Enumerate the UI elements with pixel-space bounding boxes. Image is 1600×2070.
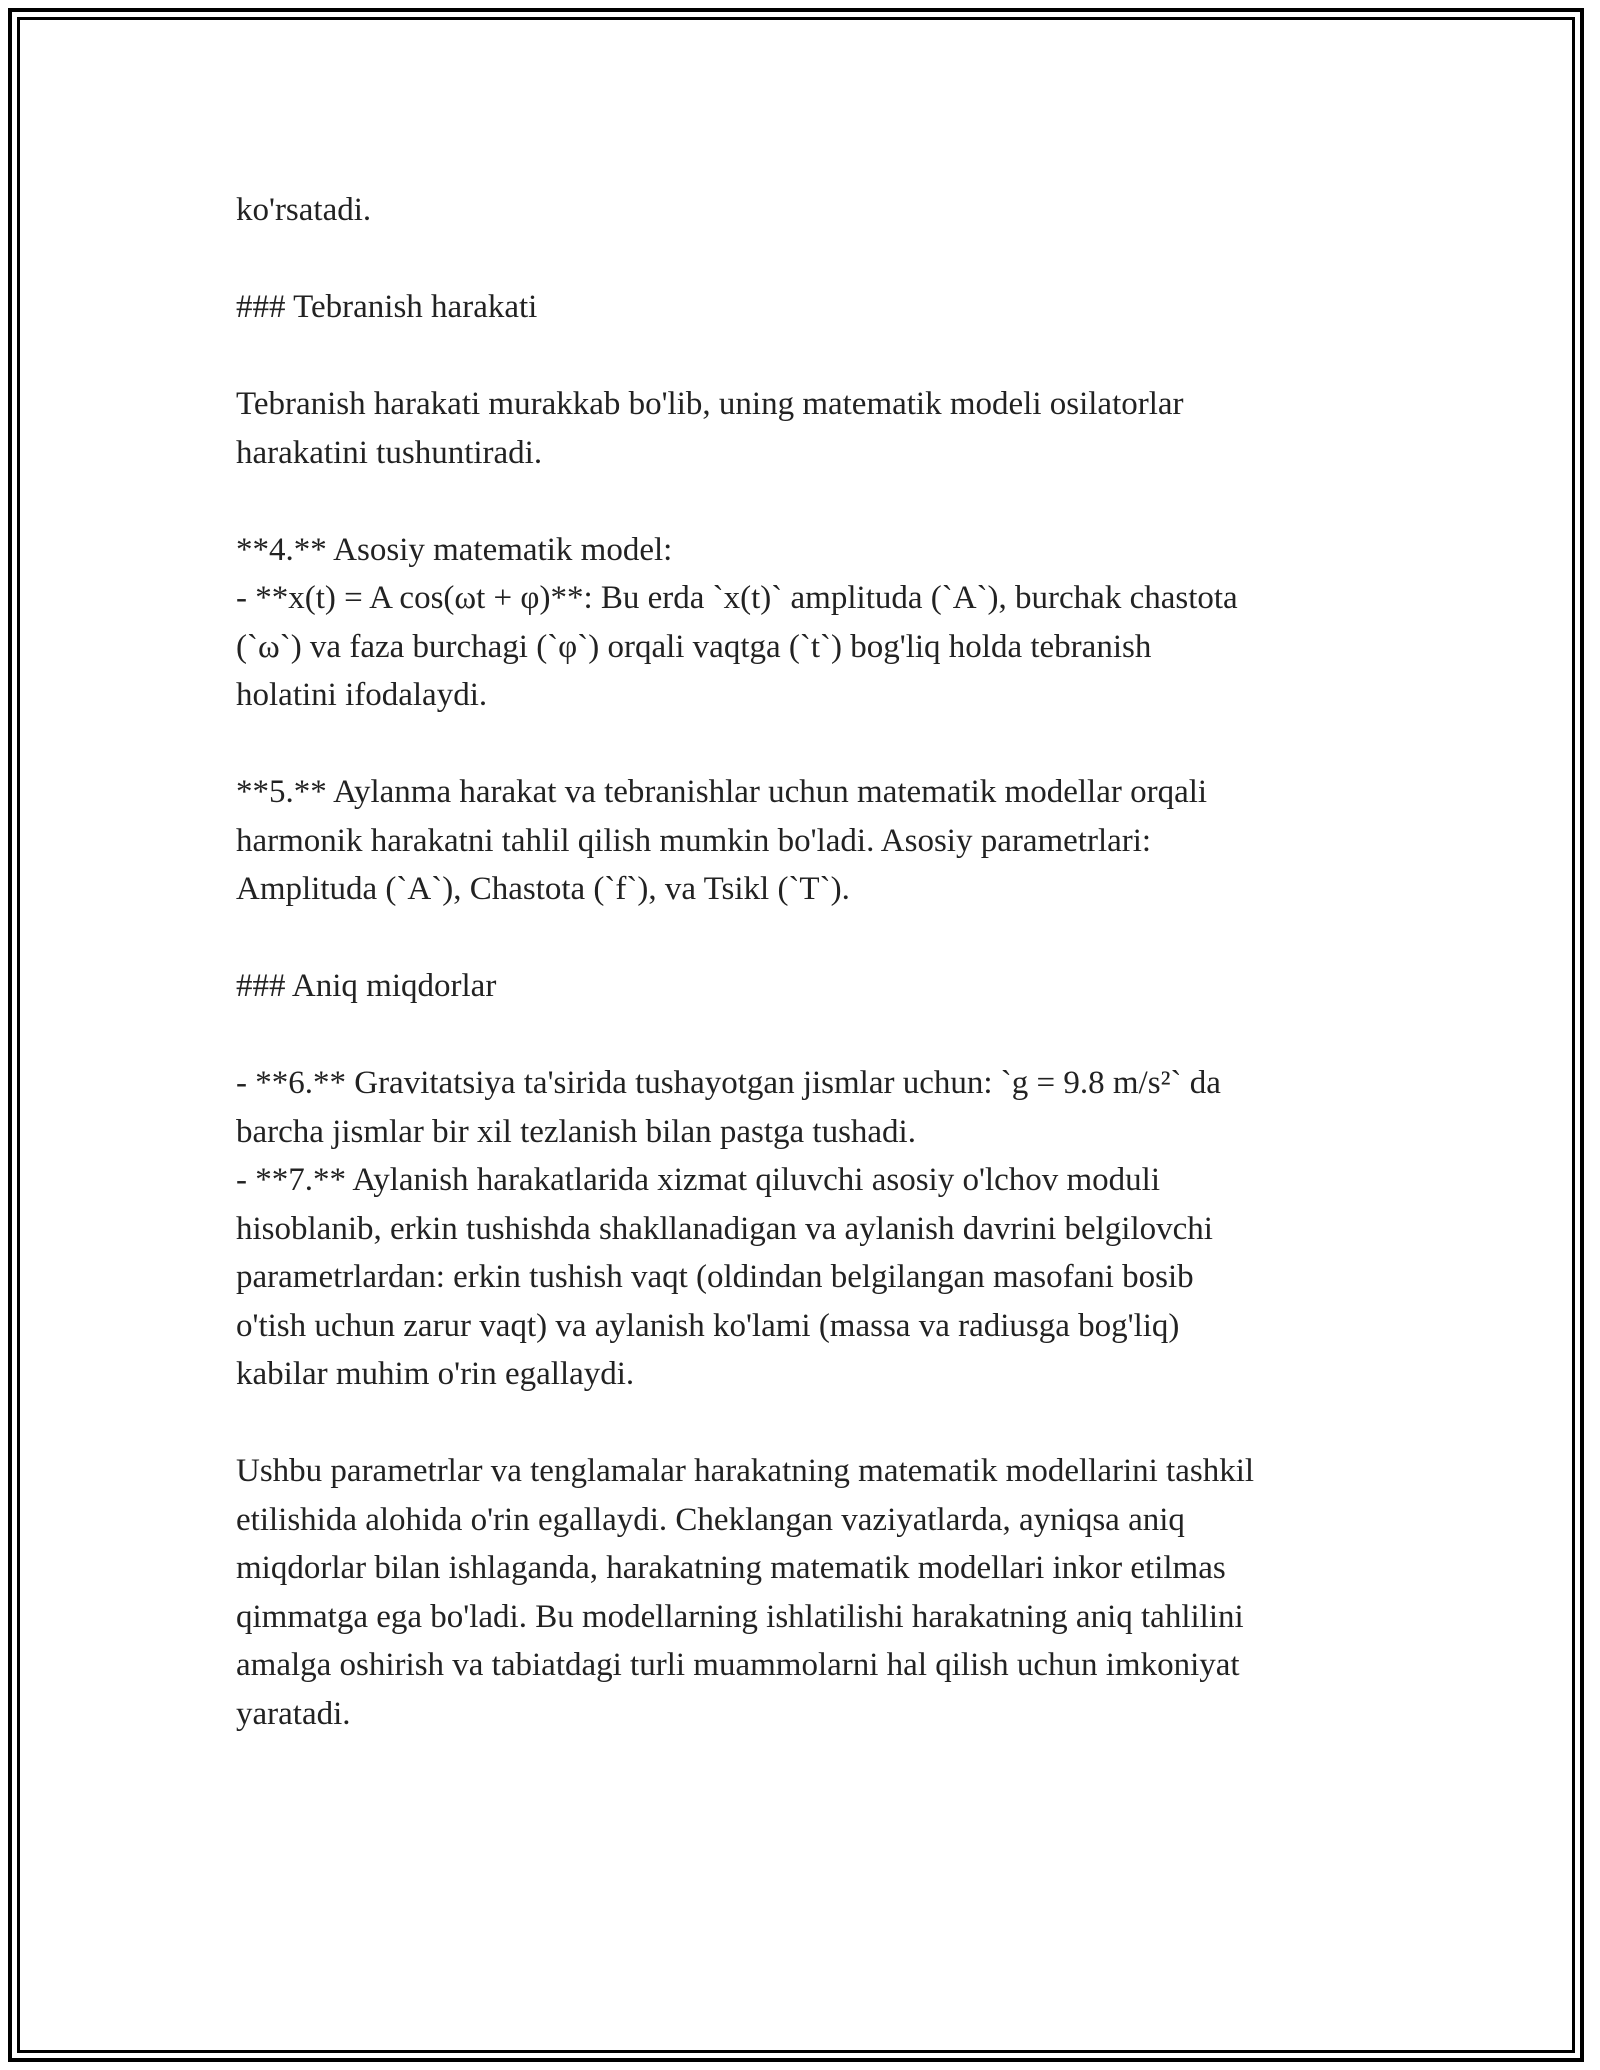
text-line: (`ω`) va faza burchagi (`φ`) orqali vaqtga (`t`) bog'liq holda tebranish xyxy=(236,628,1152,665)
text-line: qimmatga ega bo'ladi. Bu modellarning ishlatilishi harakatning aniq tahlilini xyxy=(236,1598,1244,1635)
text-line: - **6.** Gravitatsiya ta'sirida tushayotgan jismlar uchun: `g = 9.8 m/s²` da xyxy=(236,1065,1221,1101)
section-heading: ### Aniq miqdorlar xyxy=(236,968,497,1004)
blank-line xyxy=(236,914,1376,963)
text-line: etilishida alohida o'rin egallaydi. Cheklangan vaziyatlarda, ayniqsa aniq xyxy=(236,1501,1185,1538)
text-line: Amplituda (`A`), Chastota (`f`), va Tsikl (`T`). xyxy=(236,871,850,907)
blank-line xyxy=(236,1399,1376,1448)
text-line: kabilar muhim o'rin egallaydi. xyxy=(236,1356,635,1392)
blank-line xyxy=(236,720,1376,769)
text-line: **5.** Aylanma harakat va tebranishlar uchun matematik modellar orqali xyxy=(236,774,1208,810)
text-line: amalga oshirish va tabiatdagi turli muammolarni hal qilish uchun imkoniyat xyxy=(236,1647,1240,1683)
text-line: - **x(t) = A cos(ωt + φ)**: Bu erda `x(t)` amplituda (`A`), burchak chastota xyxy=(236,580,1238,616)
text-line: holatini ifodalaydi. xyxy=(236,677,488,713)
text-line: - **7.** Aylanish harakatlarida xizmat qiluvchi asosiy o'lchov moduli xyxy=(236,1162,1160,1198)
text-line: miqdorlar bilan ishlaganda, harakatning matematik modellari inkor etilmas xyxy=(236,1550,1226,1586)
document-body xyxy=(236,186,1376,1738)
blank-line xyxy=(236,1011,1376,1060)
text-line: Ushbu parametrlar va tenglamalar harakatning matematik modellarini tashkil xyxy=(236,1453,1255,1489)
text-line: **4.** Asosiy matematik model: xyxy=(236,531,673,568)
text-line: yaratadi. xyxy=(236,1695,351,1732)
section-heading: ### Tebranish harakati xyxy=(236,289,538,325)
text-line: o'tish uchun zarur vaqt) va aylanish ko'lami (massa va radiusga bog'liq) xyxy=(236,1307,1180,1344)
text-line: hisoblanib, erkin tushishda shakllanadigan va aylanish davrini belgilovchi xyxy=(236,1210,1213,1247)
blank-line xyxy=(236,235,1376,284)
blank-line xyxy=(236,332,1376,381)
text-line: parametrlardan: erkin tushish vaqt (oldindan belgilangan masofani bosib xyxy=(236,1259,1194,1295)
blank-line xyxy=(236,477,1376,526)
text-line: barcha jismlar bir xil tezlanish bilan pastga tushadi. xyxy=(236,1113,916,1150)
text-line: harmonik harakatni tahlil qilish mumkin bo'ladi. Asosiy parametrlari: xyxy=(236,822,1152,859)
text-line: harakatini tushuntiradi. xyxy=(236,434,543,471)
text-line: Tebranish harakati murakkab bo'lib, uning matematik modeli osilatorlar xyxy=(236,386,1184,422)
text-line: ko'rsatadi. xyxy=(236,192,372,228)
